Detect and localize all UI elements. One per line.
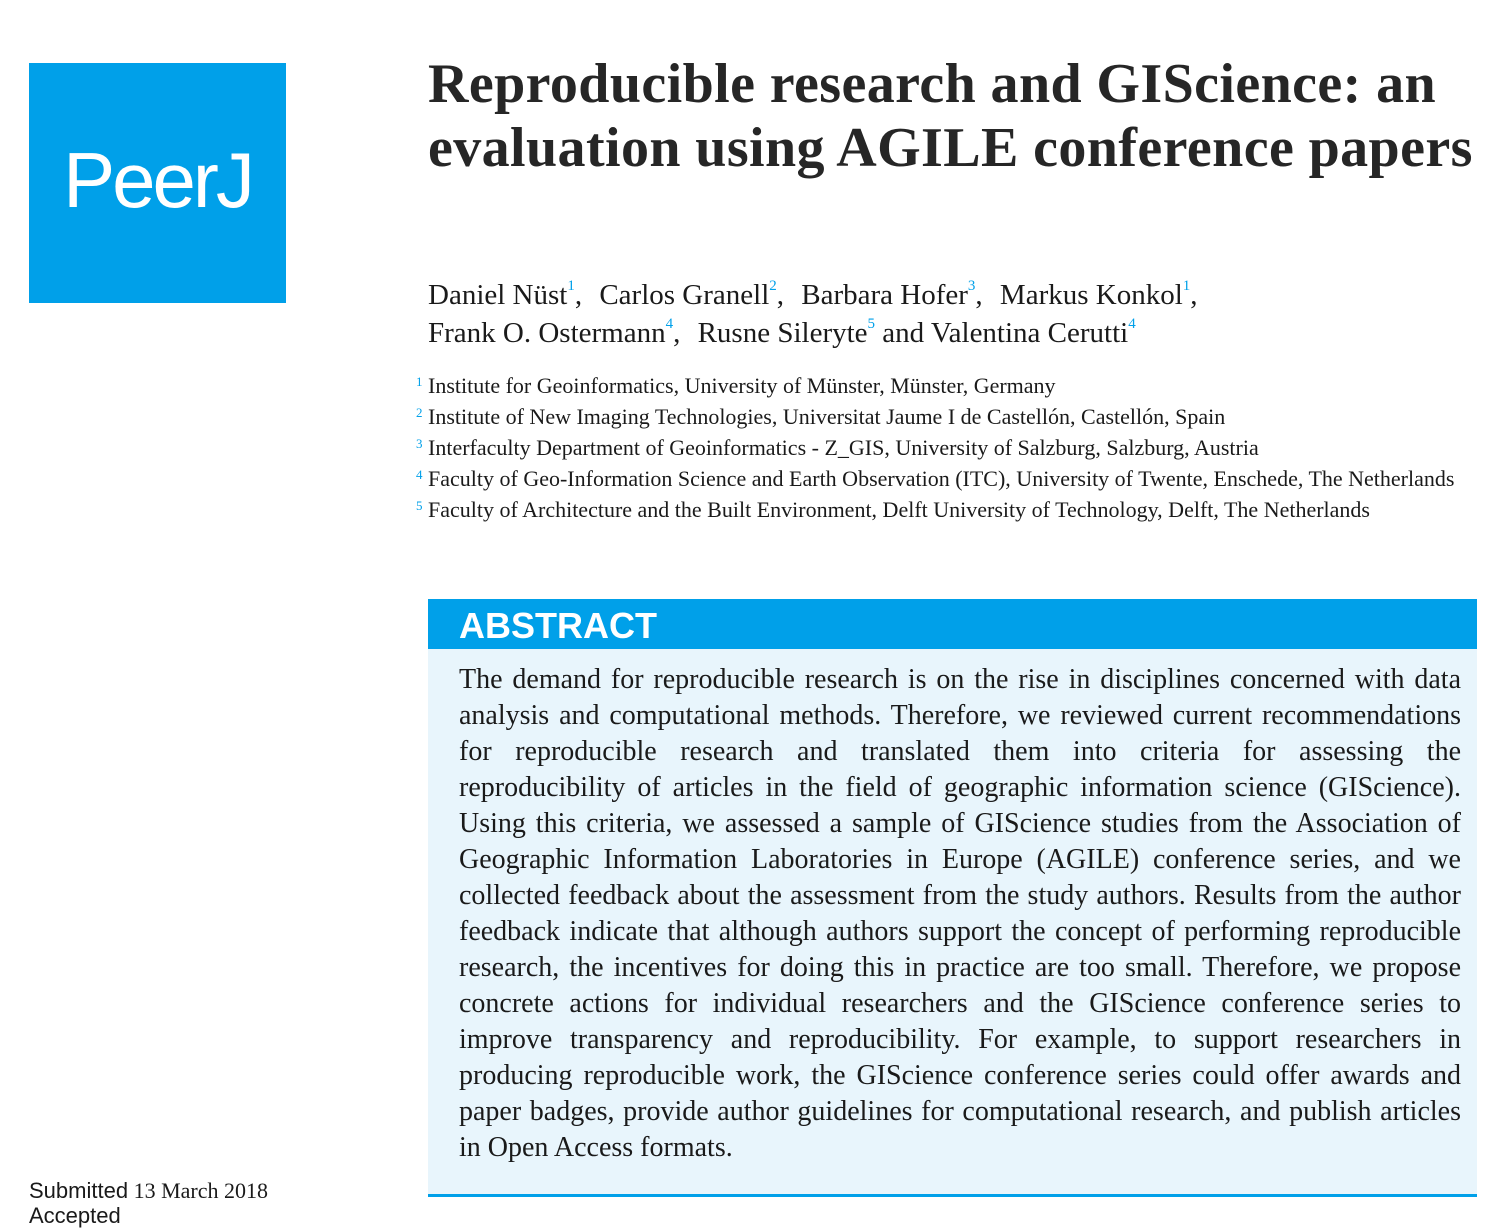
author[interactable]: Frank O. Ostermann$^4$ — [428, 316, 674, 349]
author[interactable]: Daniel Nüst$^1$ — [428, 278, 575, 311]
submitted-label: Submitted — [29, 1178, 129, 1203]
submission-date — [29, 1178, 268, 1204]
accepted-label: Accepted — [29, 1203, 121, 1228]
paper-title: Reproducible research and GIScience: an evaluation using AGILE conference papers — [428, 53, 1473, 179]
author[interactable]: Carlos Granell$^2$ — [599, 278, 777, 311]
author[interactable]: Markus Konkol$^1$ — [999, 278, 1191, 311]
journal-logo — [29, 63, 286, 303]
author-joiner: and — [882, 317, 925, 349]
abstract-text: The demand for reproducible research is on the rise in disciplines concerned with data analysis and computational methods. Therefore, we reviewed current recommendations for reproducible research and translated them into criteria for assessing the reproducibility of articles in the field of geographic information science (GIScience). Using this criteria, we assessed a sample of GIScience studies from the Association of Geographic Information Laboratories in Europe (AGILE) conference series, and we collected feedback about the assessment from the study authors. Results from the author feedback indicate that although authors support the concept of performing reproducible research, the incentives for doing this in practice are too small. Therefore, we propose concrete actions for individual researchers and the GIScience conference series to improve transparency and reproducibility. For example, to support researchers in producing reproducible work, the GIScience conference series could offer awards and paper badges, provide author guidelines for computational research, and publish articles in Open Access formats. — [459, 664, 1461, 1163]
affiliation-list — [416, 372, 1486, 527]
author[interactable]: Barbara Hofer$^3$ — [801, 278, 976, 311]
affiliation-item: 1 Institute for Geoinformatics, University of Münster, Münster, Germany — [416, 373, 1056, 398]
abstract-heading: ABSTRACT — [428, 599, 1477, 649]
affiliation-item: 4 Faculty of Geo-Information Science and Earth Observation (ITC), University of Twente, Enschede, The Netherlands — [416, 466, 1455, 491]
affiliation-item: 5 Faculty of Architecture and the Built Environment, Delft University of Technology, Delft, The Netherlands — [416, 497, 1370, 522]
author[interactable]: Valentina Cerutti$^4$ — [930, 316, 1136, 349]
journal-logo-text: PeerJ — [63, 135, 252, 224]
abstract-box — [428, 599, 1477, 1197]
affiliation-item: 2 Institute of New Imaging Technologies, Universitat Jaume I de Castellón, Castellón, Spain — [416, 404, 1226, 429]
affiliation-item: 3 Interfaculty Department of Geoinformatics - Z_GIS, University of Salzburg, Salzburg, Austria — [416, 435, 1259, 460]
author-list: Daniel Nüst$^1$, Carlos Granell$^2$, Barbara Hofer$^3$, Markus Konkol$^1$, Frank O. Ostermann$^4$, Rusne Sileryte$^5$ and Valentina Cerutti$^4$ — [428, 278, 1198, 349]
author[interactable]: Rusne Sileryte$^5$ — [697, 316, 876, 349]
submitted-date: 13 March 2018 — [133, 1178, 268, 1203]
